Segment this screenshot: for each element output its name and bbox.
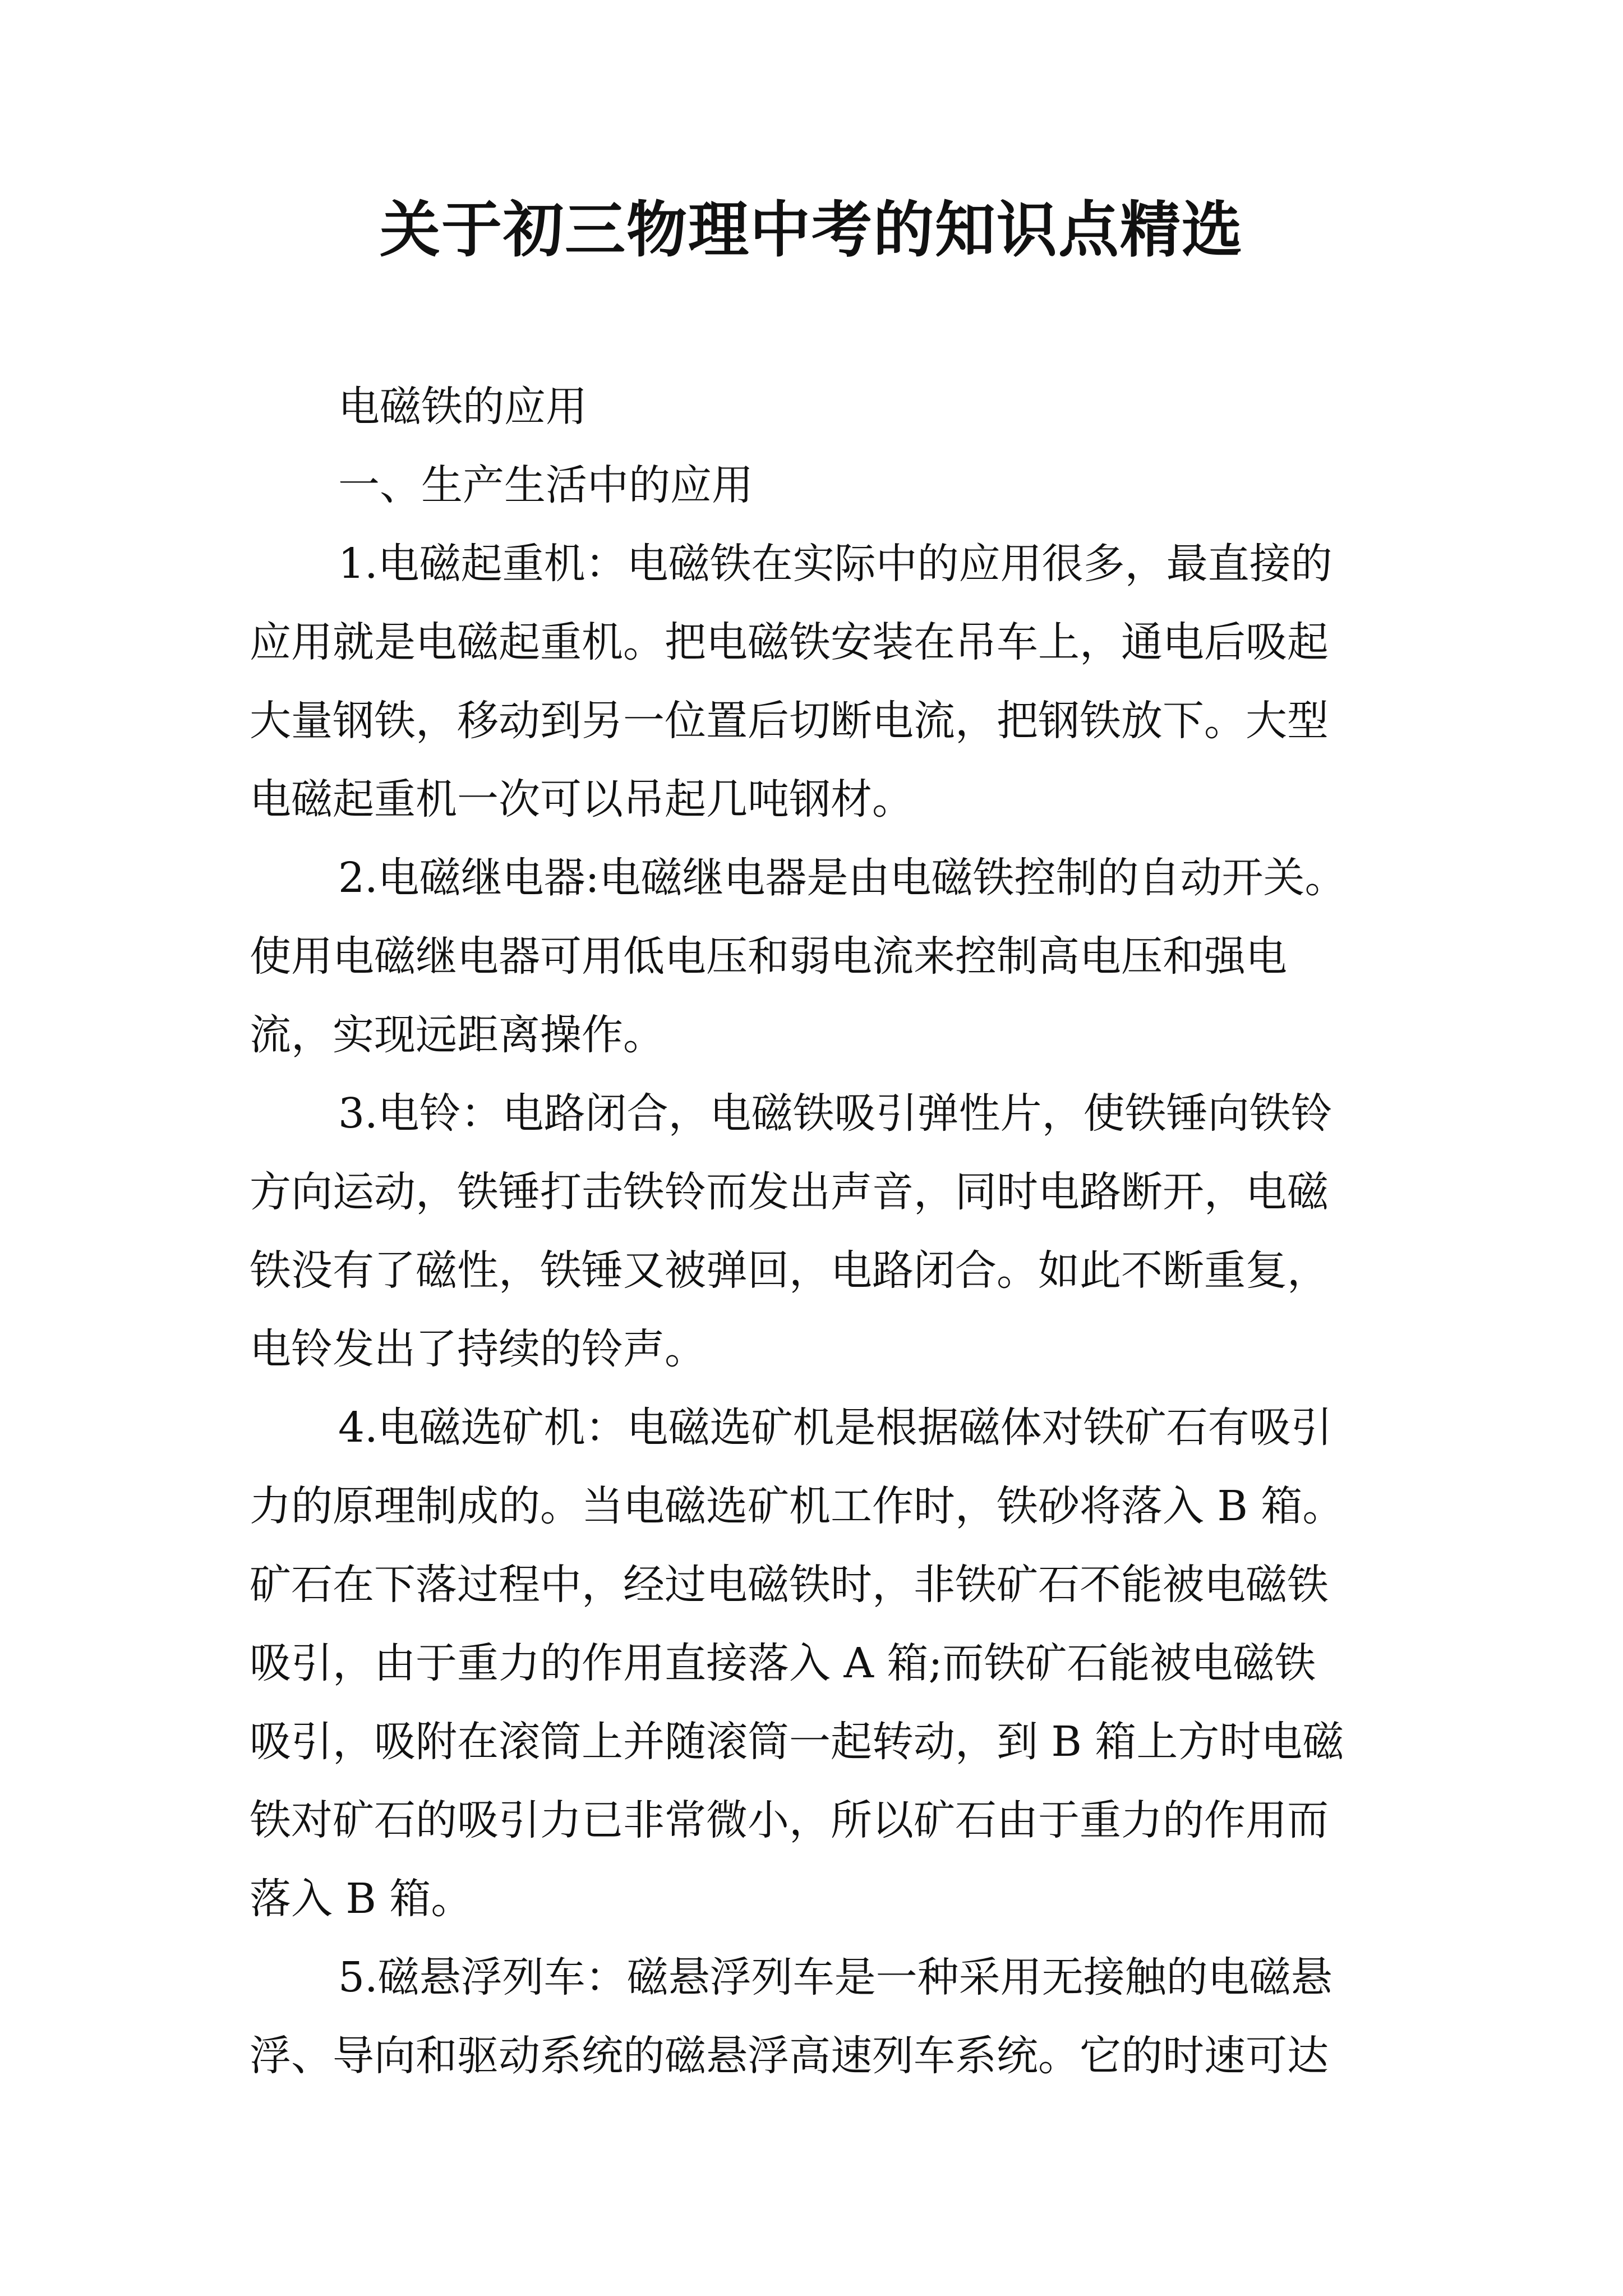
subsection-heading: 一、生产生活中的应用 — [338, 461, 753, 509]
paragraph-line: 2.电磁继电器:电磁继电器是由电磁铁控制的自动开关。 — [338, 854, 1347, 902]
paragraph-line: 大量钢铁，移动到另一位置后切断电流，把钢铁放下。大型 — [250, 697, 1329, 745]
paragraph-line: 1.电磁起重机：电磁铁在实际中的应用很多，最直接的 — [338, 540, 1332, 588]
paragraph-line: 方向运动，铁锤打击铁铃而发出声音，同时电路断开，电磁 — [250, 1168, 1329, 1216]
paragraph-line: 铁没有了磁性，铁锤又被弹回，电路闭合。如此不断重复， — [250, 1246, 1329, 1295]
paragraph-line: 流，实现远距离操作。 — [250, 1011, 665, 1059]
document-title: 关于初三物理中考的知识点精选 — [379, 195, 1243, 265]
paragraph-line: 电铃发出了持续的铃声。 — [250, 1325, 706, 1373]
paragraph-line: 应用就是电磁起重机。把电磁铁安装在吊车上，通电后吸起 — [250, 618, 1329, 666]
paragraph-line: 3.电铃：电路闭合，电磁铁吸引弹性片，使铁锤向铁铃 — [338, 1089, 1332, 1138]
document-body — [250, 367, 1377, 2095]
paragraph-line: 吸引，由于重力的作用直接落入 A 箱;而铁矿石能被电磁铁 — [250, 1639, 1316, 1687]
paragraph-line: 浮、导向和驱动系统的磁悬浮高速列车系统。它的时速可达 — [250, 2032, 1329, 2080]
paragraph-line: 力的原理制成的。当电磁选矿机工作时，铁砂将落入 B 箱。 — [250, 1482, 1344, 1530]
paragraph-line: 使用电磁继电器可用低电压和弱电流来控制高电压和强电 — [250, 932, 1287, 981]
paragraph-line: 铁对矿石的吸引力已非常微小，所以矿石由于重力的作用而 — [250, 1796, 1329, 1844]
section-heading: 电磁铁的应用 — [338, 383, 587, 431]
paragraph-line: 4.电磁选矿机：电磁选矿机是根据磁体对铁矿石有吸引 — [338, 1404, 1332, 1452]
paragraph-line: 吸引，吸附在滚筒上并随滚筒一起转动，到 B 箱上方时电磁 — [250, 1718, 1344, 1766]
paragraph-line: 5.磁悬浮列车：磁悬浮列车是一种采用无接触的电磁悬 — [338, 1953, 1332, 2001]
paragraph-line: 电磁起重机一次可以吊起几吨钢材。 — [250, 775, 914, 823]
paragraph-line: 矿石在下落过程中，经过电磁铁时，非铁矿石不能被电磁铁 — [250, 1561, 1329, 1609]
paragraph-line: 落入 B 箱。 — [250, 1875, 473, 1923]
